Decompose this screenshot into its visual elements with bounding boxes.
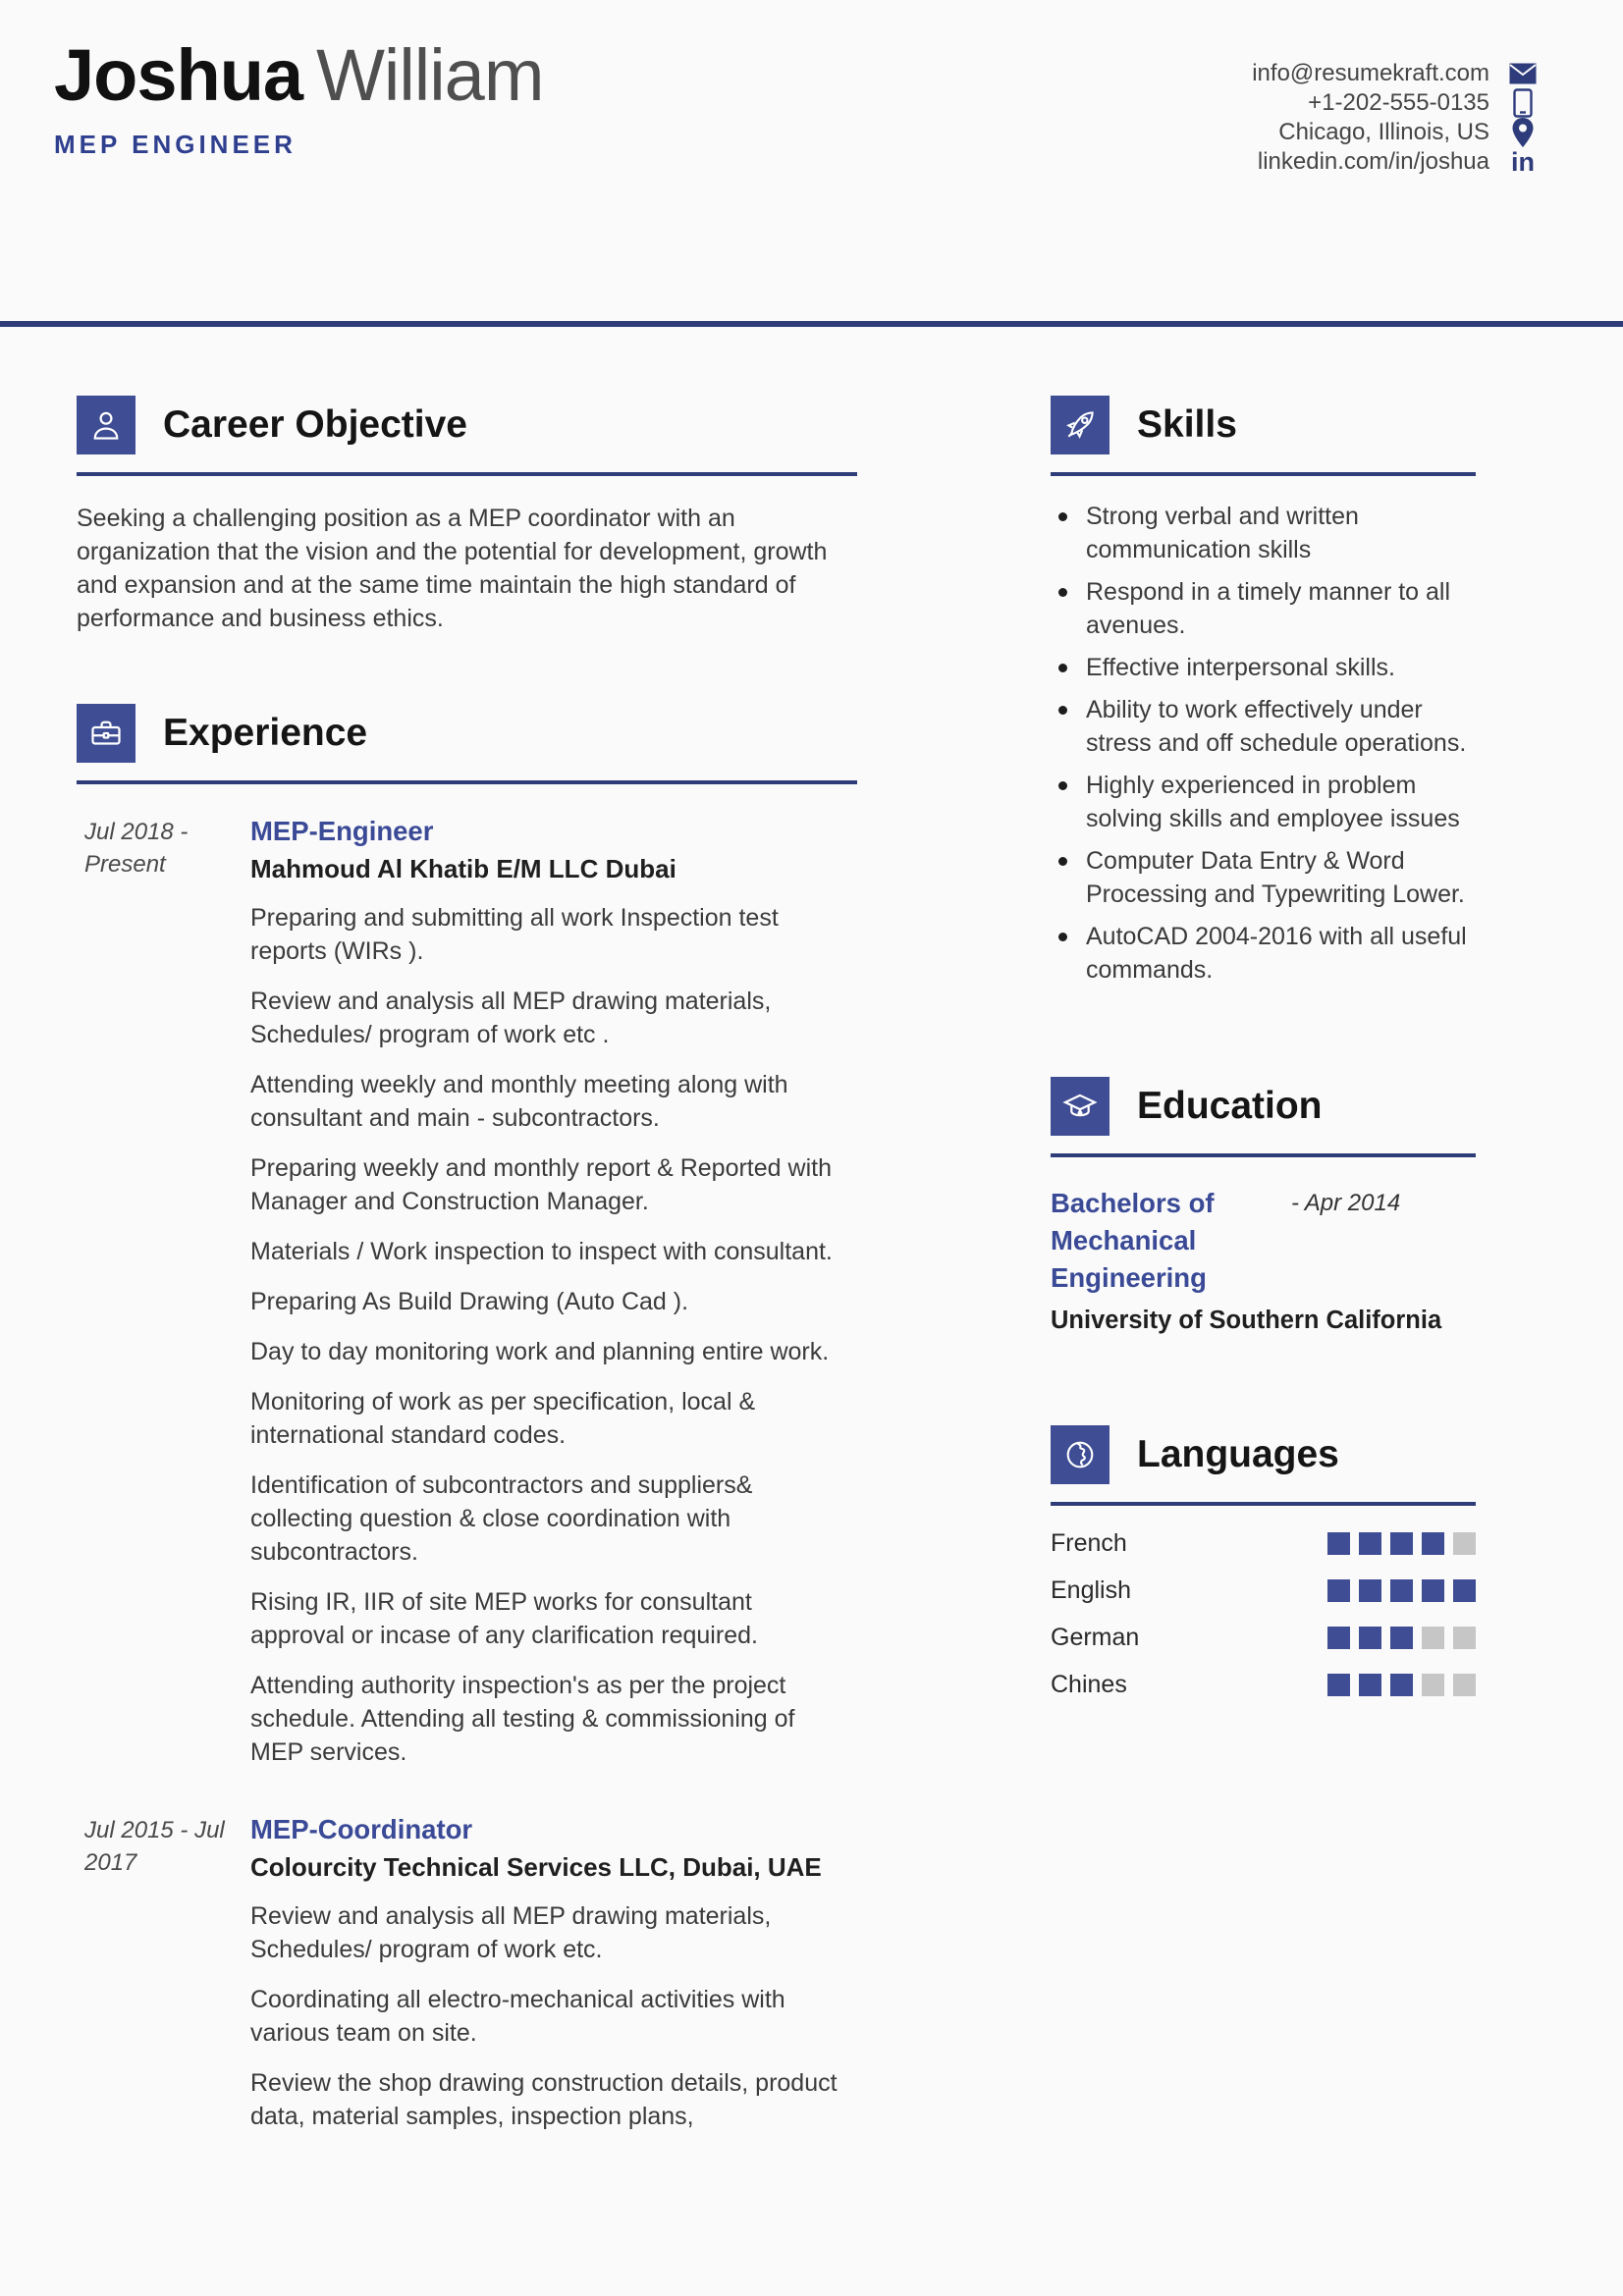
level-square <box>1390 1674 1413 1696</box>
job-duty: Monitoring of work as per specification, local & international standard codes. <box>250 1388 756 1449</box>
education-date: - Apr 2014 <box>1291 1190 1401 1216</box>
section-career-objective <box>77 396 857 635</box>
language-level <box>1327 1532 1476 1555</box>
skill-item: Ability to work effectively under stress and off schedule operations. <box>1051 693 1476 760</box>
experience-entry <box>77 816 857 1769</box>
linkedin-icon[interactable]: in <box>1511 146 1535 177</box>
envelope-icon <box>1509 60 1537 87</box>
header-divider <box>0 321 1623 327</box>
career-objective-header <box>77 396 857 454</box>
experience-entry <box>77 1814 857 2133</box>
language-name: English <box>1051 1575 1131 1604</box>
skill-item: Computer Data Entry & Word Processing and Typewriting Lower. <box>1051 844 1476 911</box>
linkedin-text[interactable]: linkedin.com/in/joshua <box>1257 148 1489 175</box>
language-level <box>1327 1579 1476 1602</box>
section-education <box>1051 1077 1476 1335</box>
smartphone-icon <box>1509 89 1537 117</box>
level-square <box>1390 1579 1413 1602</box>
rocket-icon <box>1051 396 1109 454</box>
experience-entry-body <box>250 1814 857 2133</box>
level-square <box>1359 1579 1381 1602</box>
phone-text[interactable]: +1-202-555-0135 <box>1308 89 1489 116</box>
section-skills <box>1051 396 1476 987</box>
level-square <box>1390 1627 1413 1649</box>
language-name: Chines <box>1051 1670 1127 1698</box>
level-square <box>1327 1579 1350 1602</box>
job-duty: Attending authority inspection's as per the project schedule. Attending all testing & commissioning of MEP services. <box>250 1672 795 1766</box>
user-icon <box>77 396 135 454</box>
section-languages <box>1051 1425 1476 1708</box>
first-name: Joshua <box>54 34 303 116</box>
name-block <box>54 34 544 160</box>
education-header <box>1051 1077 1476 1136</box>
job-duty: Attending weekly and monthly meeting along with consultant and main - subcontractors. <box>250 1071 788 1132</box>
job-duty: Day to day monitoring work and planning entire work. <box>250 1338 830 1365</box>
level-square <box>1453 1674 1476 1696</box>
experience-date: Jul 2018 - Present <box>84 819 189 878</box>
section-underline <box>77 472 857 476</box>
section-title: Experience <box>163 712 368 754</box>
skill-item: AutoCAD 2004-2016 with all useful commands. <box>1051 920 1476 987</box>
skills-header <box>1051 396 1476 454</box>
section-underline <box>1051 472 1476 476</box>
job-duty: Review the shop drawing construction details, product data, material samples, inspection plans, <box>250 2069 838 2130</box>
job-title-header: MEP ENGINEER <box>54 129 297 159</box>
last-name: William <box>316 34 544 116</box>
language-name: German <box>1051 1623 1140 1651</box>
left-column <box>77 396 857 2133</box>
job-duty: Identification of subcontractors and suppliers& collecting question & close coordination with subcontractors. <box>250 1471 753 1566</box>
languages-list <box>1051 1520 1476 1708</box>
job-title: MEP-Coordinator <box>250 1814 473 1844</box>
language-row <box>1051 1661 1476 1708</box>
job-duty: Rising IR, IIR of site MEP works for consultant approval or incase of any clarification required. <box>250 1588 758 1649</box>
experience-date: Jul 2015 - Jul 2017 <box>84 1817 225 1876</box>
level-square <box>1422 1532 1444 1555</box>
company-name: Colourcity Technical Services LLC, Dubai, UAE <box>250 1852 822 1882</box>
section-title: Skills <box>1137 403 1237 446</box>
section-title: Education <box>1137 1085 1323 1127</box>
level-square <box>1359 1674 1381 1696</box>
skill-item: Strong verbal and written communication skills <box>1051 500 1476 566</box>
job-duty: Materials / Work inspection to inspect with consultant. <box>250 1238 833 1265</box>
job-duty: Preparing weekly and monthly report & Reported with Manager and Construction Manager. <box>250 1154 832 1215</box>
job-duty: Preparing As Build Drawing (Auto Cad ). <box>250 1288 689 1315</box>
level-square <box>1327 1532 1350 1555</box>
contact-block <box>1252 59 1537 177</box>
globe-icon <box>1051 1425 1109 1484</box>
level-square <box>1327 1674 1350 1696</box>
language-name: French <box>1051 1528 1127 1557</box>
graduation-cap-icon <box>1051 1077 1109 1136</box>
location-text: Chicago, Illinois, US <box>1278 119 1489 145</box>
skills-list <box>1051 500 1476 987</box>
level-square <box>1453 1532 1476 1555</box>
briefcase-icon <box>77 704 135 763</box>
section-experience <box>77 704 857 2133</box>
level-square <box>1422 1579 1444 1602</box>
experience-entries <box>77 816 857 2133</box>
section-title: Languages <box>1137 1433 1339 1475</box>
experience-entry-body <box>250 816 857 1769</box>
level-square <box>1422 1627 1444 1649</box>
experience-header <box>77 704 857 763</box>
language-level <box>1327 1674 1476 1696</box>
job-title: MEP-Engineer <box>250 816 434 846</box>
contact-row-linkedin <box>1252 147 1537 177</box>
level-square <box>1453 1627 1476 1649</box>
level-square <box>1359 1532 1381 1555</box>
job-duty: Review and analysis all MEP drawing materials, Schedules/ program of work etc . <box>250 988 772 1048</box>
career-objective-text: Seeking a challenging position as a MEP coordinator with an organization that the vision and the potential for development, growth and expansion and at the same time maintain the high standard of performance and business ethics. <box>77 505 828 632</box>
school-name: University of Southern California <box>1051 1307 1442 1334</box>
language-level <box>1327 1627 1476 1649</box>
level-square <box>1359 1627 1381 1649</box>
section-underline <box>1051 1502 1476 1506</box>
skill-item: Respond in a timely manner to all avenues. <box>1051 575 1476 642</box>
language-row <box>1051 1567 1476 1614</box>
language-row <box>1051 1614 1476 1661</box>
job-duty: Review and analysis all MEP drawing materials, Schedules/ program of work etc. <box>250 1902 772 1963</box>
section-title: Career Objective <box>163 403 468 446</box>
level-square <box>1453 1579 1476 1602</box>
level-square <box>1390 1532 1413 1555</box>
contact-row-location <box>1252 118 1537 147</box>
education-entry <box>1051 1185 1476 1297</box>
section-underline <box>1051 1153 1476 1157</box>
job-duty: Preparing and submitting all work Inspection test reports (WIRs ). <box>250 904 779 965</box>
skill-item: Effective interpersonal skills. <box>1051 651 1476 684</box>
section-underline <box>77 780 857 784</box>
degree-name: Bachelors of Mechanical Engineering <box>1051 1188 1215 1293</box>
language-row <box>1051 1520 1476 1567</box>
right-column <box>1051 396 1476 1708</box>
contact-row-email <box>1252 59 1537 88</box>
company-name: Mahmoud Al Khatib E/M LLC Dubai <box>250 854 676 883</box>
person-name <box>54 34 544 116</box>
languages-header <box>1051 1425 1476 1484</box>
map-pin-icon <box>1509 119 1537 146</box>
email-text[interactable]: info@resumekraft.com <box>1252 60 1489 86</box>
level-square <box>1327 1627 1350 1649</box>
skill-item: Highly experienced in problem solving skills and employee issues <box>1051 769 1476 835</box>
contact-row-phone <box>1252 88 1537 118</box>
level-square <box>1422 1674 1444 1696</box>
job-duty: Coordinating all electro-mechanical activities with various team on site. <box>250 1986 785 2047</box>
